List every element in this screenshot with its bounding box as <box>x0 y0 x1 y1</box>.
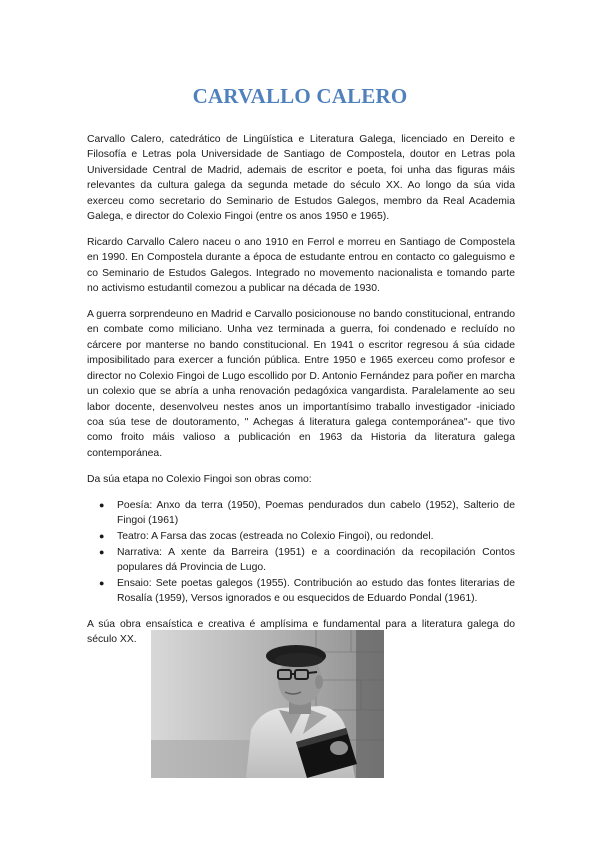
works-list <box>87 498 515 607</box>
bullet-icon: ● <box>99 530 105 541</box>
list-item <box>99 576 515 607</box>
list-item-text: Narrativa: A xente da Barreira (1951) e a coordinación da recopilación Contos populares dá Provincia de Lugo. <box>117 546 515 574</box>
page-title: CARVALLO CALERO <box>192 84 408 108</box>
paragraph-closing: A súa obra ensaística e creativa é amplísima e fundamental para a literatura galega do século XX. <box>87 618 515 646</box>
document-body <box>87 132 515 658</box>
portrait-photo <box>151 630 384 778</box>
list-item-text: Teatro: A Farsa das zocas (estreada no Colexio Fingoi), ou redondel. <box>117 530 434 542</box>
bullet-icon: ● <box>99 546 105 557</box>
paragraph-works-intro: Da súa etapa no Colexio Fingoi son obras como: <box>87 473 312 485</box>
list-item-text: Poesía: Anxo da terra (1950), Poemas pendurados dun cabelo (1952), Salterio de Fingoi (1961) <box>117 499 515 526</box>
bullet-icon: ● <box>99 578 105 589</box>
list-item <box>99 498 515 529</box>
list-item <box>99 529 515 544</box>
list-item-text: Ensaio: Sete poetas galegos (1955). Contribución ao estudo das fontes literarias de Rosalía (1959), Versos ignorados e ou esquecidos de Eduardo Pondal (1961). <box>117 578 515 605</box>
bullet-icon: ● <box>99 499 105 510</box>
paragraph-war: A guerra sorprendeuno en Madrid e Carvallo posicionouse no bando constitucional, entrando en combate como miliciano. Unha vez terminada a guerra, foi condenado e recluído no cárcere por manterse no bando constitucional. En 1941 o escritor regresou á súa cidade imposibilitado para exercer a función pública. Entre 1950 e 1965 exerceu como profesor e director no Colexio Fingoi de Lugo escollido por D. Antonio Fernández para poñer en marcha un colexio que se abría a unha renovación pedagóxica vangardista. Paralelamente ao seu labor docente, desenvolveu nestes anos un importantísimo traballo investigador -iniciado coa súa tese de doutoramento, " Achegas á literatura galega contemporánea"- que tivo como froito máis valioso a publicación en 1963 da Historia da literatura galega contemporánea. <box>87 309 516 459</box>
list-item <box>99 545 515 576</box>
paragraph-intro: Carvallo Calero, catedrático de Lingüística e Literatura Galega, licenciado en Dereito e Filosofía e Letras pola Universidade de Santiago de Compostela, doutor en Letras pola Universidade Central de Madrid, ademais de escritor e poeta, foi unha das figuras máis relevantes da cultura galega da segunda metade do século XX. Ao longo da súa vida exerceu como secretario do Seminario de Estudos Galegos, membro da Real Academia Galega, e director do Colexio Fingoi (entre os anos 1950 e 1965). <box>87 134 515 223</box>
paragraph-biography: Ricardo Carvallo Calero naceu o ano 1910 en Ferrol e morreu en Santiago de Compostela en 1990. En Compostela durante a época de estudante entrou en contacto co galeguismo e co Seminario de Estudos Galegos. Integrado no movemento nacionalista e tomando parte no activismo estudantil comezou a publicar na década de 1930. <box>87 236 515 295</box>
